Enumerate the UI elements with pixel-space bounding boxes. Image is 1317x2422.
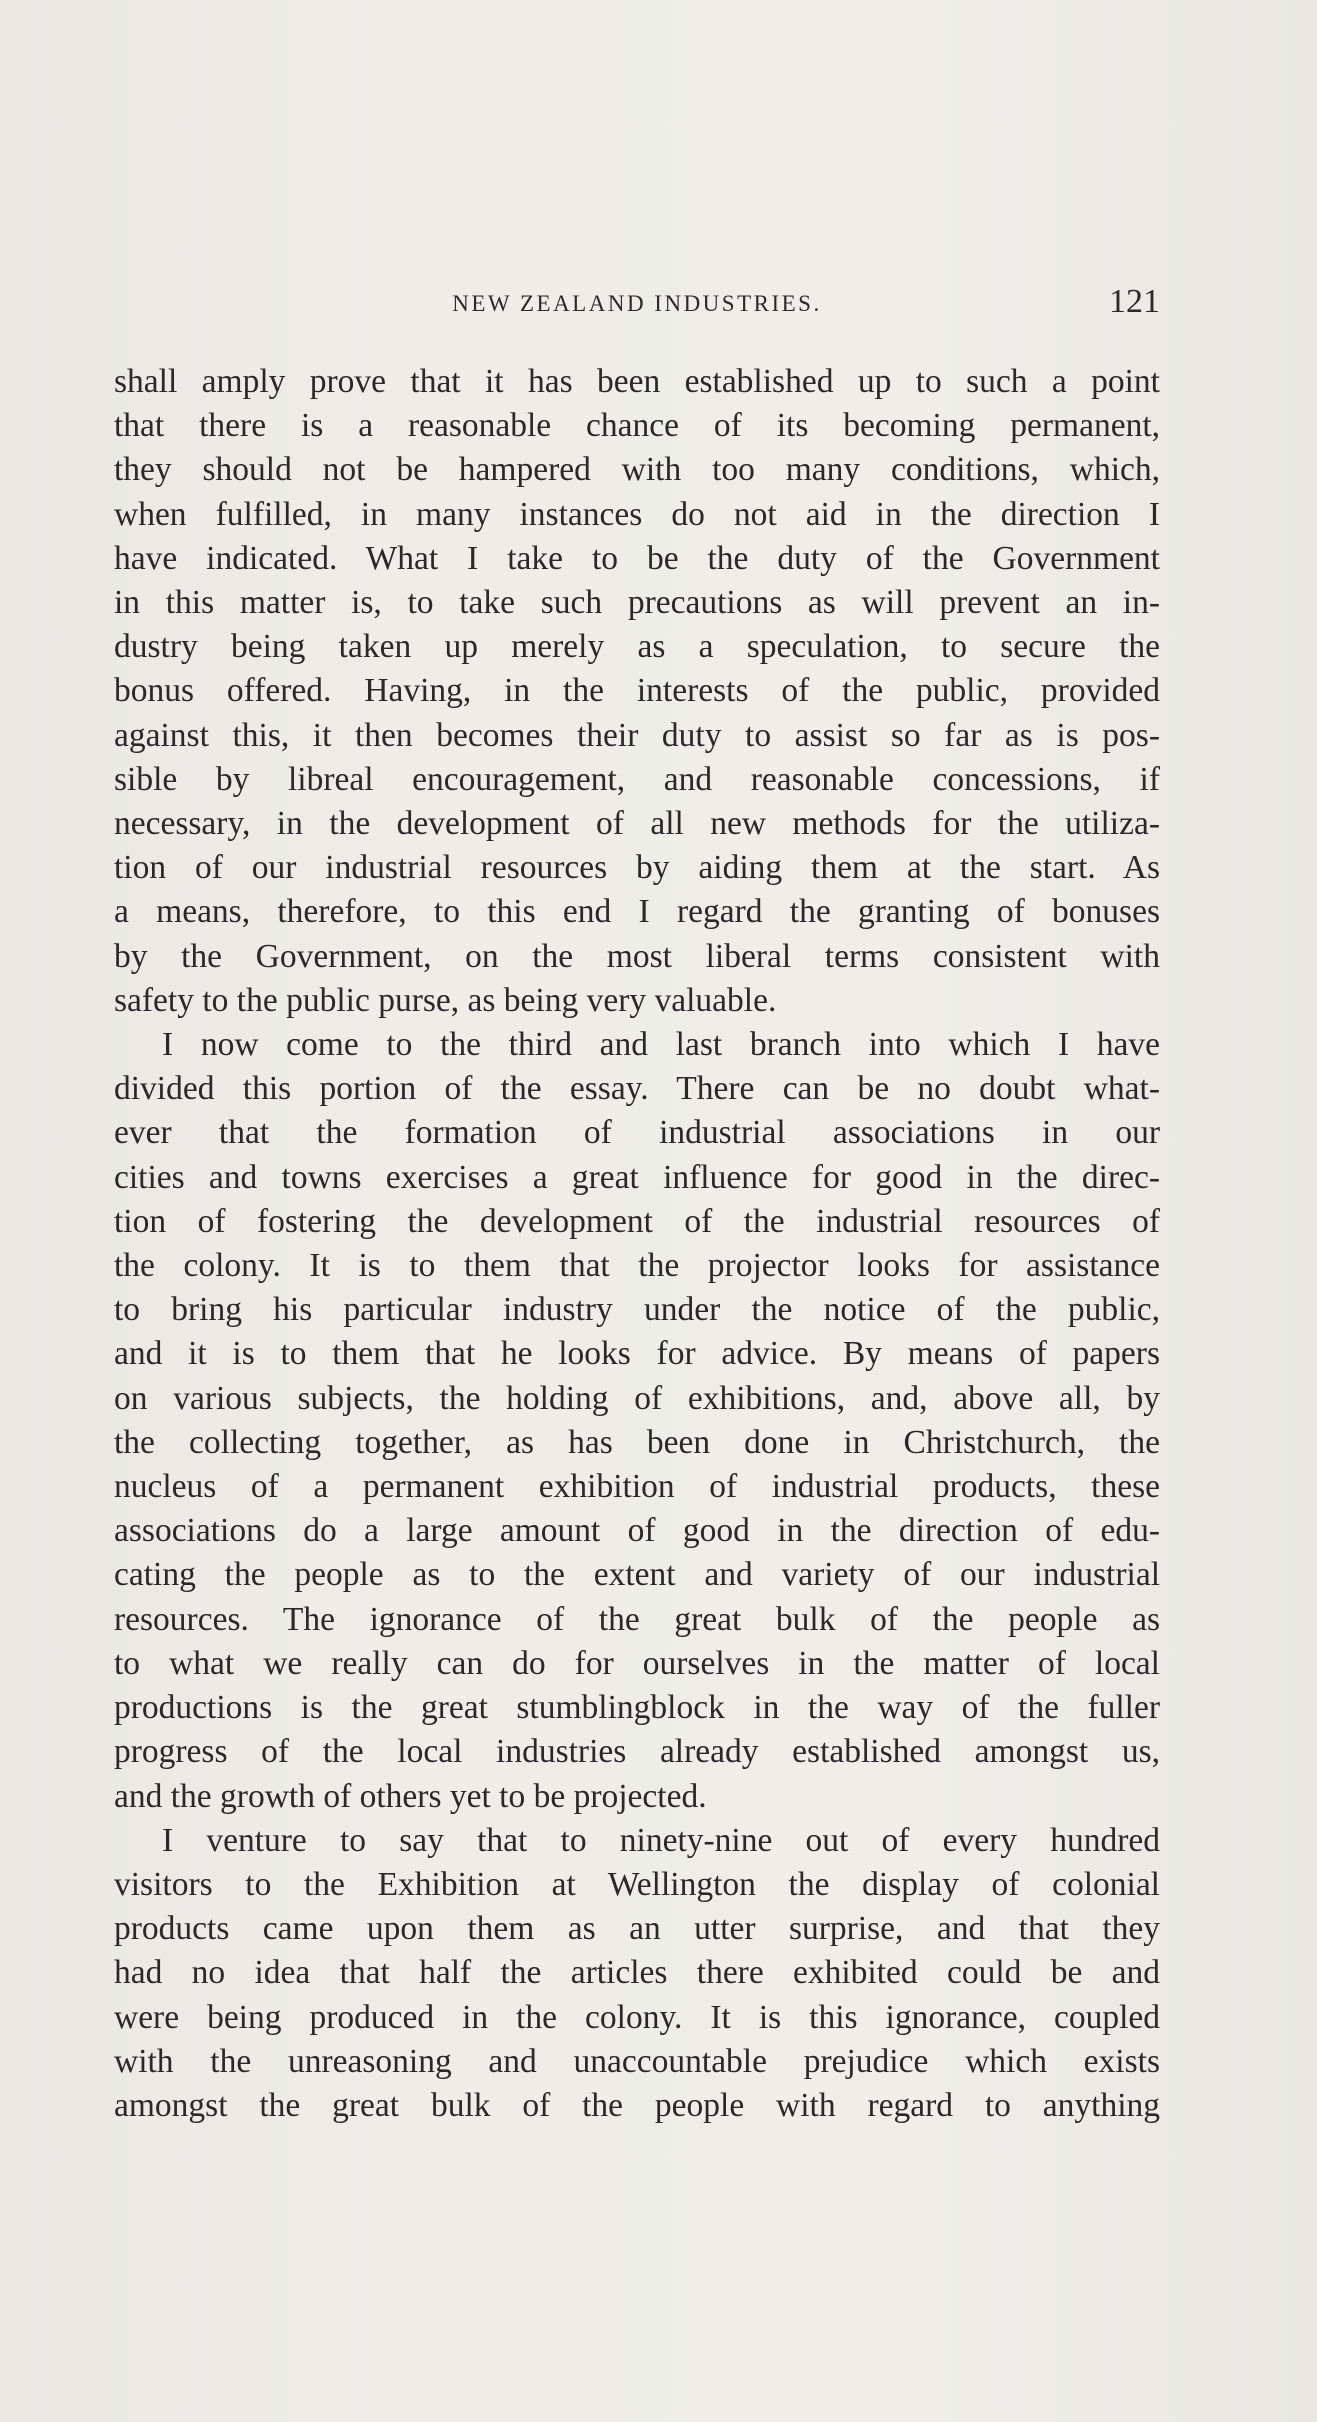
text-line: cities and towns exercises a great influence for good in the direc- — [114, 1158, 1160, 1196]
text-line: on various subjects, the holding of exhibitions, and, above all, by — [114, 1379, 1160, 1417]
text-line: necessary, in the development of all new methods for the utiliza- — [114, 805, 1160, 843]
text-line: and the growth of others yet to be projected. — [114, 1777, 707, 1815]
text-line: sible by libreal encouragement, and reasonable concessions, if — [114, 760, 1160, 798]
text-line: to bring his particular industry under the notice of the public, — [114, 1291, 1160, 1329]
text-line: by the Government, on the most liberal terms consistent with — [114, 937, 1160, 975]
text-line: they should not be hampered with too many conditions, which, — [114, 451, 1160, 489]
text-line: products came upon them as an utter surprise, and that they — [114, 1910, 1160, 1948]
text-line: visitors to the Exhibition at Wellington the display of colonial — [114, 1865, 1160, 1903]
text-line: when fulfilled, in many instances do not aid in the direction I — [114, 495, 1160, 533]
paragraph-1 — [114, 360, 1160, 1023]
text-line: had no idea that half the articles there exhibited could be and — [114, 1954, 1160, 1992]
text-line: shall amply prove that it has been established up to such a point — [114, 363, 1160, 400]
text-line: dustry being taken up merely as a speculation, to secure the — [114, 628, 1160, 666]
text-line: productions is the great stumblingblock in the way of the fuller — [114, 1689, 1160, 1727]
text-line: tion of our industrial resources by aiding them at the start. As — [114, 849, 1160, 887]
text-line: have indicated. What I take to be the duty of the Government — [114, 539, 1160, 577]
page-number: 121 — [1109, 283, 1160, 320]
text-line: to what we really can do for ourselves in the matter of local — [114, 1644, 1160, 1682]
paragraph-3 — [114, 1819, 1160, 2128]
text-line: tion of fostering the development of the industrial resources of — [114, 1202, 1160, 1240]
text-line: that there is a reasonable chance of its becoming permanent, — [114, 407, 1160, 445]
text-line: against this, it then becomes their duty to assist so far as is pos- — [114, 716, 1160, 754]
text-line: cating the people as to the extent and variety of our industrial — [114, 1556, 1160, 1594]
text-line: with the unreasoning and unaccountable prejudice which exists — [114, 2042, 1160, 2080]
text-line: and it is to them that he looks for advice. By means of papers — [114, 1335, 1160, 1373]
paragraph-2 — [114, 1023, 1160, 1819]
text-line: associations do a large amount of good in the direction of edu- — [114, 1512, 1160, 1550]
text-line: nucleus of a permanent exhibition of industrial products, these — [114, 1468, 1160, 1506]
body-text — [114, 360, 1160, 2128]
text-line: resources. The ignorance of the great bulk of the people as — [114, 1600, 1160, 1638]
text-line: in this matter is, to take such precautions as will prevent an in- — [114, 584, 1160, 622]
text-line: bonus offered. Having, in the interests of the public, provided — [114, 672, 1160, 710]
text-line: safety to the public purse, as being very valuable. — [114, 981, 777, 1019]
text-line: I now come to the third and last branch into which I have — [162, 1026, 1160, 1064]
text-line: I venture to say that to ninety-nine out of every hundred — [162, 1821, 1160, 1859]
running-head — [114, 283, 1160, 333]
text-line: amongst the great bulk of the people with regard to anything — [114, 2086, 1160, 2124]
running-title: NEW ZEALAND INDUSTRIES. — [452, 291, 822, 316]
text-line: divided this portion of the essay. There can be no doubt what- — [114, 1070, 1160, 1108]
text-line: ever that the formation of industrial associations in our — [114, 1114, 1160, 1152]
text-line: a means, therefore, to this end I regard the granting of bonuses — [114, 893, 1160, 931]
text-line: were being produced in the colony. It is this ignorance, coupled — [114, 1998, 1160, 2036]
text-line: the colony. It is to them that the projector looks for assistance — [114, 1247, 1160, 1285]
text-line: progress of the local industries already established amongst us, — [114, 1733, 1160, 1771]
text-line: the collecting together, as has been done in Christchurch, the — [114, 1423, 1160, 1461]
